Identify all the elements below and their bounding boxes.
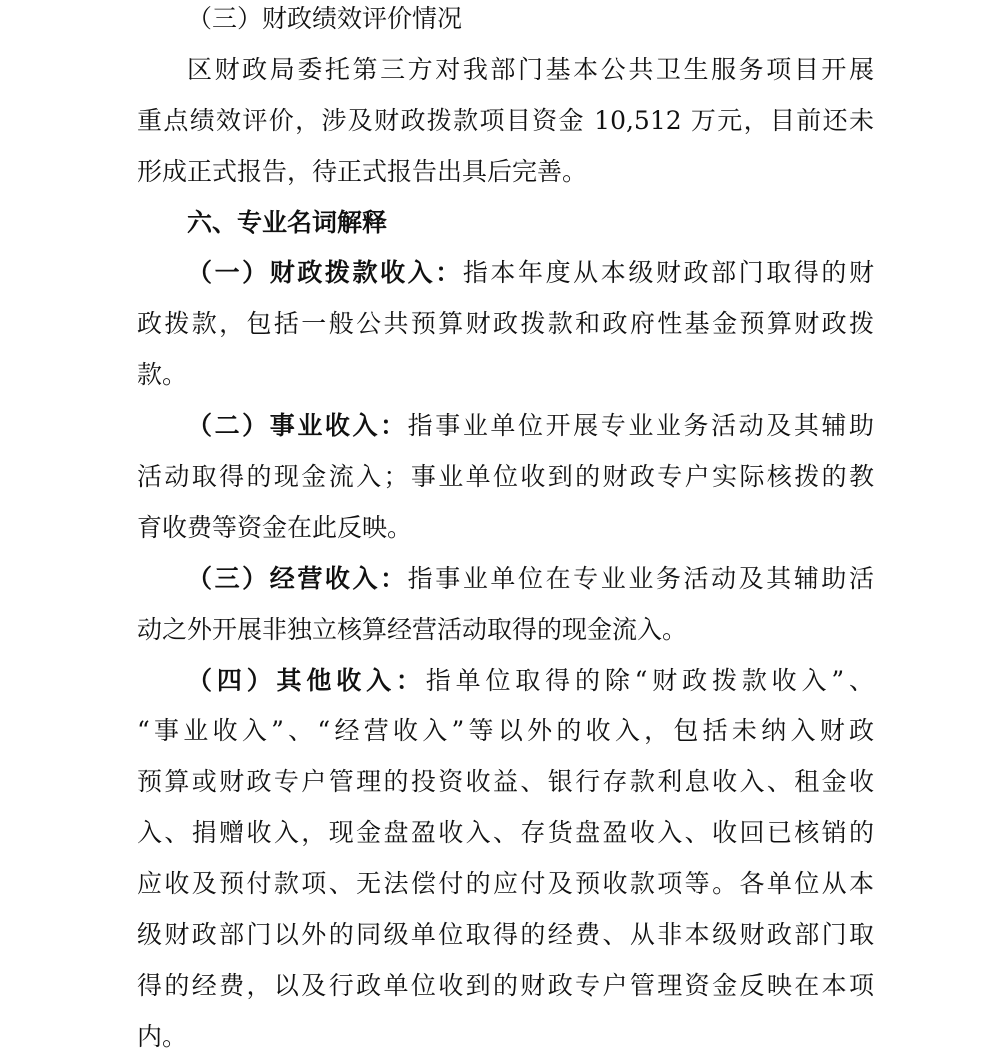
paragraph-line: 重点绩效评价，涉及财政拨款项目资金 10,512 万元，目前还未 [137, 105, 874, 135]
paragraph-line: 区财政局委托第三方对我部门基本公共卫生服务项目开展 [187, 54, 874, 84]
paragraph-line: 政拨款，包括一般公共预算财政拨款和政府性基金预算财政拨 [137, 309, 874, 339]
term-1-label: （一）财政拨款收入： [187, 258, 463, 288]
paragraph-line: “事业收入”、“经营收入”等以外的收入，包括未纳入财政 [137, 716, 874, 746]
paragraph-line: 形成正式报告，待正式报告出具后完善。 [137, 156, 588, 186]
term-2-definition-start: 指事业单位开展专业业务活动及其辅助 [407, 411, 874, 441]
document-page [137, 0, 874, 1063]
term-3-label: （三）经营收入： [187, 563, 408, 593]
term-4-definition-start: 指单位取得的除“财政拨款收入”、 [425, 665, 874, 695]
term-4-label: （四）其他收入： [187, 665, 426, 695]
paragraph-line: 活动取得的现金流入；事业单位收到的财政专户实际核拨的教 [137, 462, 874, 492]
term-4-first-line [137, 656, 874, 707]
section-perf-heading: （三）财政绩效评价情况 [187, 4, 463, 33]
term-2-label: （二）事业收入： [187, 411, 408, 441]
paragraph-line: 得的经费，以及行政单位收到的财政专户管理资金反映在本项 [137, 970, 874, 1000]
term-3-first-line [137, 554, 874, 605]
paragraph-line: 内。 [137, 1021, 188, 1051]
paragraph-line: 级财政部门以外的同级单位取得的经费、从非本级财政部门取 [137, 920, 874, 950]
paragraph-line: 款。 [137, 360, 188, 390]
paragraph-line: 入、捐赠收入，现金盘盈收入、存货盘盈收入、收回已核销的 [137, 818, 874, 848]
term-3-definition-start: 指事业单位在专业业务活动及其辅助活 [407, 563, 874, 593]
term-1-definition-start: 指本年度从本级财政部门取得的财 [462, 258, 874, 288]
paragraph-line: 动之外开展非独立核算经营活动取得的现金流入。 [137, 614, 688, 644]
term-1-first-line [137, 248, 874, 299]
paragraph-line: 预算或财政专户管理的投资收益、银行存款利息收入、租金收 [137, 767, 874, 797]
paragraph-line: 应收及预付款项、无法偿付的应付及预收款项等。各单位从本 [137, 869, 874, 899]
paragraph-line: 育收费等资金在此反映。 [137, 512, 413, 542]
term-2-first-line [137, 401, 874, 452]
section-six-heading: 六、专业名词解释 [187, 207, 388, 237]
